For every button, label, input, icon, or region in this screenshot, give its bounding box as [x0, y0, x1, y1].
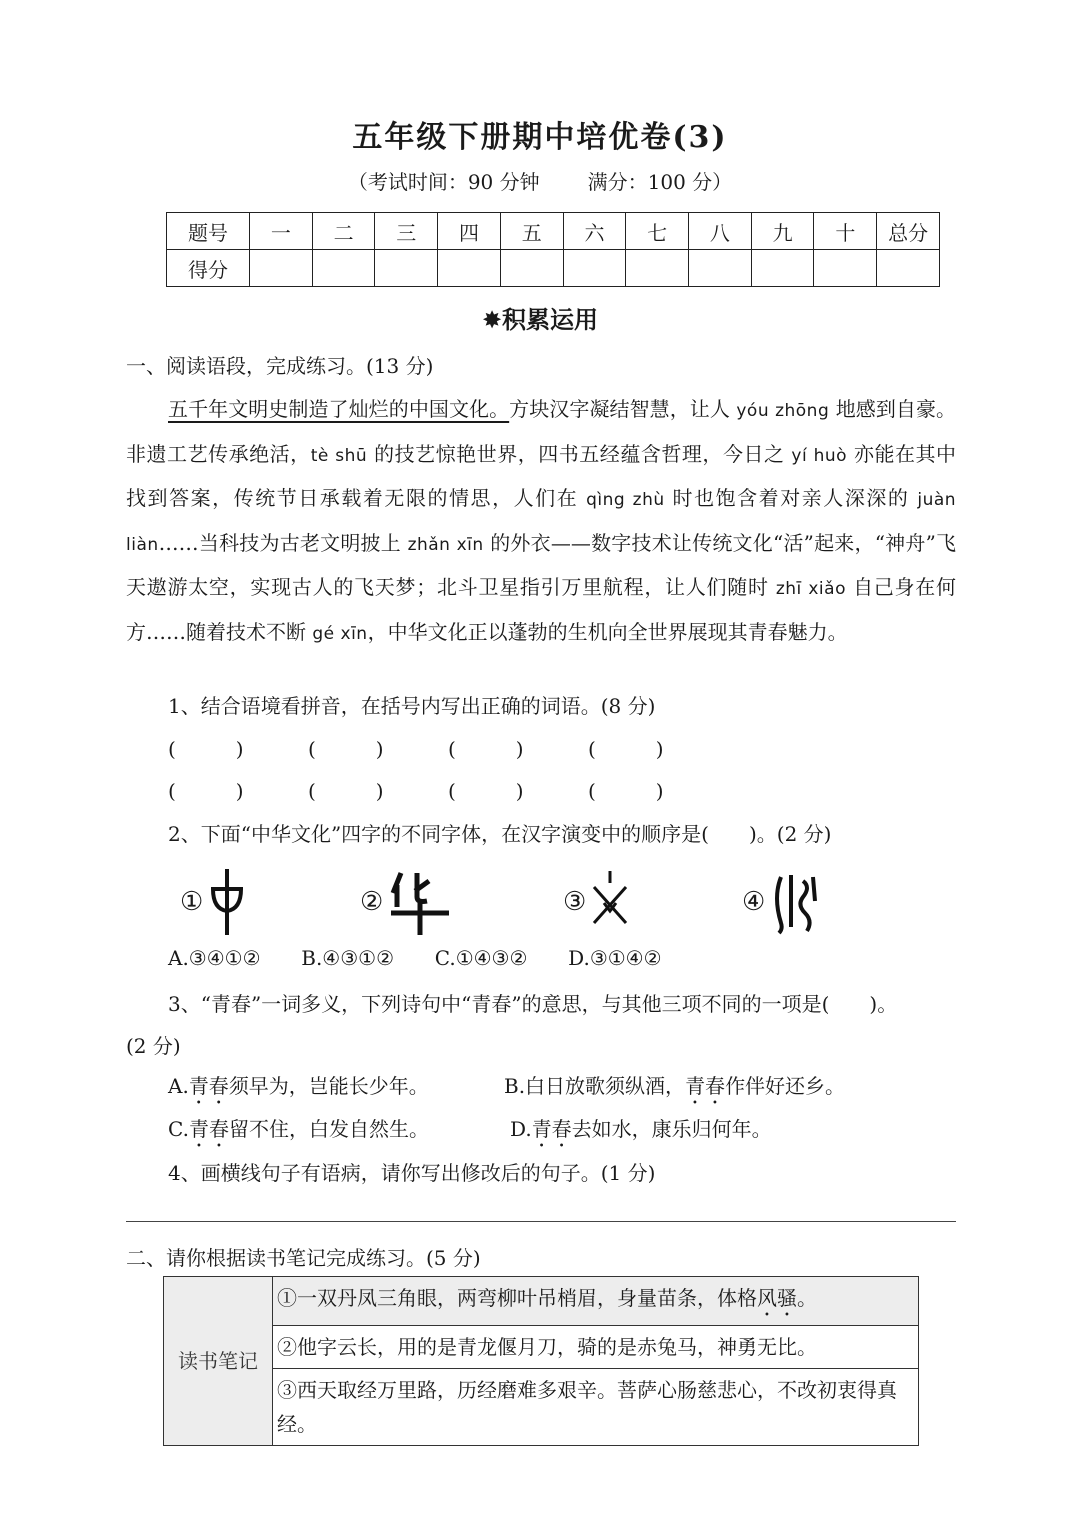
passage-text: 的技艺惊艳世界，四书五经蕴含哲理，今日之	[374, 441, 785, 466]
score-cell[interactable]	[877, 250, 940, 287]
score-cell[interactable]	[814, 250, 877, 287]
glyph-item-4	[742, 862, 819, 942]
score-cell[interactable]	[626, 250, 689, 287]
note-2: ②他字云长，用的是青龙偃月刀，骑的是赤兔马，神勇无比。	[273, 1326, 919, 1369]
emphasized-word: 风骚	[757, 1286, 797, 1310]
emphasized-word: 青春	[188, 1117, 229, 1141]
answer-blank[interactable]: ( )	[308, 737, 384, 761]
option-prefix: A.	[168, 1074, 189, 1098]
emphasized-word: 青春	[685, 1074, 726, 1098]
option-text: 须早为，岂能长少年。	[228, 1074, 429, 1098]
reading-notes-table	[163, 1276, 919, 1446]
score-col-1: 一	[250, 213, 313, 250]
section-heading: ✸积累运用	[481, 306, 599, 334]
passage-text: 亦能在其中找到答案，传统节日承载着无限的情思，人们在	[126, 441, 957, 511]
q2-heading: 二、请你根据读书笔记完成练习。(5 分)	[126, 1246, 481, 1270]
passage-text: 地感到自豪。非遗工艺传承绝活，	[126, 397, 957, 466]
pinyin-4: qìng zhù	[586, 490, 665, 511]
answer-row-1	[168, 733, 728, 762]
q1-sub2: 2、下面“中华文化”四字的不同字体，在汉字演变中的顺序是( )。(2 分)	[168, 822, 832, 846]
score-col-3: 三	[375, 213, 438, 250]
glyph-number: ④	[742, 887, 766, 917]
score-col-8: 八	[689, 213, 752, 250]
option-prefix: C.	[168, 1117, 189, 1141]
emphasized-word: 青春	[531, 1117, 572, 1141]
score-cell[interactable]	[563, 250, 626, 287]
answer-blank[interactable]: ( )	[588, 779, 664, 803]
pinyin-8: gé xīn	[312, 623, 368, 644]
option-text: 留不住，白发自然生。	[228, 1117, 429, 1141]
score-cell[interactable]	[500, 250, 563, 287]
option-d[interactable]: D.③①④②	[568, 946, 662, 970]
full-score: 满分：100 分）	[587, 170, 733, 194]
score-col-5: 五	[500, 213, 563, 250]
sub3-option-a[interactable]	[168, 1070, 429, 1109]
passage-text: ……当科技为古老文明披上	[158, 530, 401, 555]
score-cell[interactable]	[751, 250, 814, 287]
q1-heading: 一、阅读语段，完成练习。(13 分)	[126, 354, 434, 378]
zhong-seal-glyph	[207, 867, 247, 937]
answer-blank[interactable]: ( )	[168, 737, 244, 761]
emphasized-word: 青春	[188, 1074, 229, 1098]
answer-blank[interactable]: ( )	[588, 737, 664, 761]
hua-bronze-glyph	[769, 867, 819, 937]
hua-regular-glyph	[387, 867, 453, 937]
q1-sub1: 1、结合语境看拼音，在括号内写出正确的词语。(8 分)	[168, 694, 656, 718]
pinyin-7: zhī xiǎo	[775, 579, 846, 600]
score-table-row1-header: 题号	[167, 213, 250, 250]
glyph-number: ①	[180, 887, 204, 917]
note-3: ③西天取经万里路，历经磨难多艰辛。菩萨心肠慈悲心，不改初衷得真经。	[273, 1369, 919, 1446]
wen-oracle-glyph	[590, 867, 630, 937]
note-text: 。	[797, 1286, 817, 1310]
sub3-option-c[interactable]	[168, 1113, 429, 1152]
glyph-item-2	[360, 862, 453, 942]
passage-text: 自己身在何方……随着技术不断	[126, 575, 957, 644]
answer-blank[interactable]: ( )	[448, 737, 524, 761]
pinyin-1: yóu zhōng	[736, 401, 830, 421]
passage-text: 时也饱含着对亲人深深的	[672, 486, 910, 511]
pinyin-6: zhǎn xīn	[407, 534, 484, 555]
answer-blank[interactable]: ( )	[168, 779, 244, 803]
score-col-4: 四	[438, 213, 501, 250]
score-col-total: 总分	[877, 213, 940, 250]
pinyin-5: juàn liàn	[126, 490, 957, 555]
option-a[interactable]: A.③④①②	[168, 946, 261, 970]
option-prefix: D.	[510, 1117, 532, 1141]
score-cell[interactable]	[689, 250, 752, 287]
score-cell[interactable]	[438, 250, 501, 287]
option-b[interactable]: B.④③①②	[301, 946, 395, 970]
answer-blank[interactable]: ( )	[448, 779, 524, 803]
page-title: 五年级下册期中培优卷(3)	[352, 120, 728, 155]
glyph-item-1	[180, 862, 247, 942]
note-text: ①一双丹凤三角眼，两弯柳叶吊梢眉，身量苗条，体格	[277, 1286, 757, 1310]
sub3-option-d[interactable]	[510, 1113, 772, 1152]
note-1	[273, 1277, 919, 1326]
score-cell[interactable]	[250, 250, 313, 287]
pinyin-3: yí huò	[791, 445, 848, 466]
answer-blank[interactable]: ( )	[308, 779, 384, 803]
sub3-option-b[interactable]	[504, 1070, 845, 1109]
underlined-sentence: 五千年文明史制造了灿烂的中国文化。	[168, 397, 510, 421]
q1-sub2-options	[168, 946, 868, 970]
glyph-item-3	[563, 862, 630, 942]
answer-line[interactable]	[126, 1221, 956, 1222]
glyph-row	[180, 862, 880, 942]
glyph-number: ②	[360, 887, 384, 917]
q1-sub3: 3、“青春”一词多义，下列诗句中“青春”的意思，与其他三项不同的一项是( )。	[168, 992, 898, 1016]
passage-text: 方块汉字凝结智慧，让人	[509, 397, 730, 421]
exam-info	[0, 166, 1080, 195]
exam-time: （考试时间：90 分钟	[347, 170, 540, 194]
q1-sub4: 4、画横线句子有语病，请你写出修改后的句子。(1 分)	[168, 1161, 656, 1185]
option-prefix: B.白日放歌须纵酒，	[504, 1074, 686, 1098]
glyph-number: ③	[563, 887, 587, 917]
score-col-10: 十	[814, 213, 877, 250]
score-cell[interactable]	[312, 250, 375, 287]
score-col-7: 七	[626, 213, 689, 250]
score-table-row2-header: 得分	[167, 250, 250, 287]
score-cell[interactable]	[375, 250, 438, 287]
score-table	[166, 212, 940, 287]
score-col-6: 六	[563, 213, 626, 250]
pinyin-2: tè shū	[310, 445, 368, 466]
score-col-9: 九	[751, 213, 814, 250]
option-text: 作伴好还乡。	[725, 1074, 846, 1098]
option-text: 去如水，康乐归何年。	[571, 1117, 772, 1141]
answer-row-2	[168, 775, 728, 804]
passage-text: ，中华文化正以蓬勃的生机向全世界展现其青春魅力。	[367, 619, 848, 644]
reading-passage	[126, 388, 956, 656]
q1-sub3-points: (2 分)	[126, 1034, 181, 1058]
option-c[interactable]: C.①④③②	[434, 946, 528, 970]
notes-label: 读书笔记	[164, 1277, 273, 1446]
passage-text: 的外衣——数字技术让传统文化“活”起来，“神舟”飞天遨游太空，实现古人的飞天梦；北斗卫星指引万里航程，让人们随时	[126, 530, 957, 600]
score-col-2: 二	[312, 213, 375, 250]
